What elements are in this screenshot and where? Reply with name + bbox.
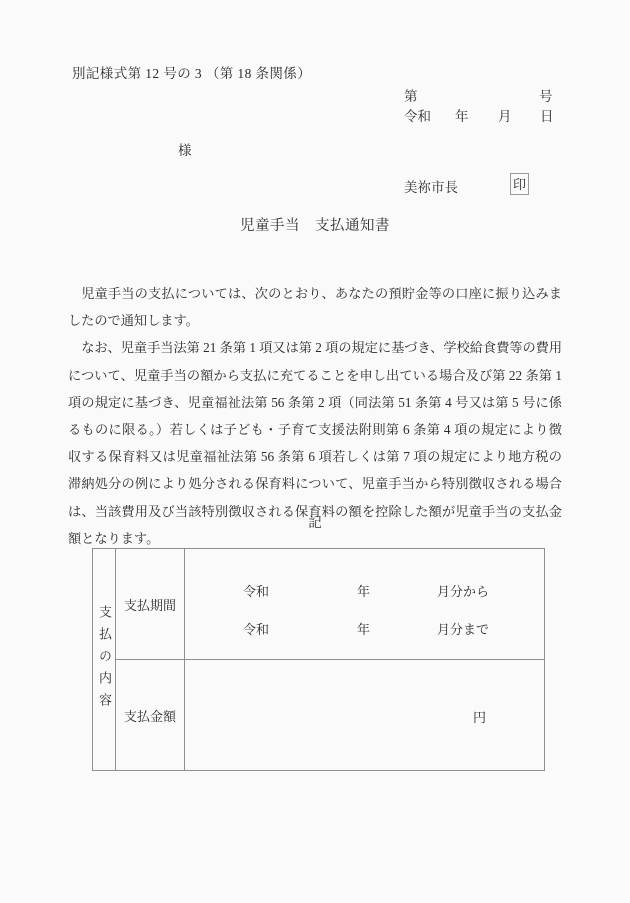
document-number-label: 第: [404, 89, 418, 104]
ki-marker: 記: [308, 515, 322, 530]
payment-details-table: [92, 548, 545, 771]
date-month-unit: 月: [498, 109, 512, 124]
period-end-tail: 月分まで: [437, 622, 490, 637]
date-era-label: 令和: [404, 109, 431, 124]
period-start-tail: 月分から: [437, 584, 490, 599]
date-year-unit: 年: [455, 109, 469, 124]
row-label-payment-period: 支払期間: [116, 549, 185, 660]
payment-amount-cell[interactable]: [185, 660, 545, 771]
body-paragraph-1: 児童手当の支払については、次のとおり、あなたの預貯金等の口座に振り込みましたので通知します。: [68, 286, 562, 329]
date-day-unit: 日: [540, 109, 554, 124]
period-start-year-unit: 年: [357, 584, 371, 599]
period-start-era: 令和: [243, 584, 270, 599]
issuer-name: 美祢市長: [404, 180, 458, 195]
seal-stamp-box: 印: [510, 173, 529, 195]
body-paragraph-2: なお、児童手当法第 21 条第 1 項又は第 2 項の規定に基づき、学校給食費等の費用について、児童手当の額から支払に充てることを申し出ている場合及び第 22 条第 1 項の規定に基づき、児童福祉法第 56 条第 2 項（同法第 51 条第 4 号又は第 5 号に係るものに限る。）若しくは子ども・子育て支援法附則第 6 条第 4 項の規定により徴収する保育料又は児童福祉法第 56 条第 6 項若しくは第 7 項の規定により地方税の滞納処分の例により処分される保育料について、児童手当から特別徴収される場合は、当該費用及び当該特別徴収される保育料の額を控除した額が児童手当の支払金額となります。: [68, 340, 563, 546]
table-vertical-header-label: 支払の内容: [97, 604, 112, 715]
payment-period-end-line: [185, 619, 544, 637]
row-label-payment-amount: 支払金額: [116, 660, 185, 771]
table-row: [93, 660, 545, 771]
payment-amount-unit: 円: [473, 710, 487, 725]
table-vertical-header: [93, 549, 116, 771]
document-number-suffix: 号: [539, 89, 553, 104]
table-row: [93, 549, 545, 660]
period-end-year-unit: 年: [357, 622, 371, 637]
period-end-era: 令和: [243, 622, 270, 637]
addressee-honorific: 様: [178, 143, 192, 158]
form-number: 別記様式第 12 号の 3 （第 18 条関係）: [72, 66, 312, 81]
payment-period-cell[interactable]: [185, 549, 545, 660]
page-title: 児童手当 支払通知書: [240, 218, 390, 234]
payment-period-start-line: [185, 581, 544, 599]
